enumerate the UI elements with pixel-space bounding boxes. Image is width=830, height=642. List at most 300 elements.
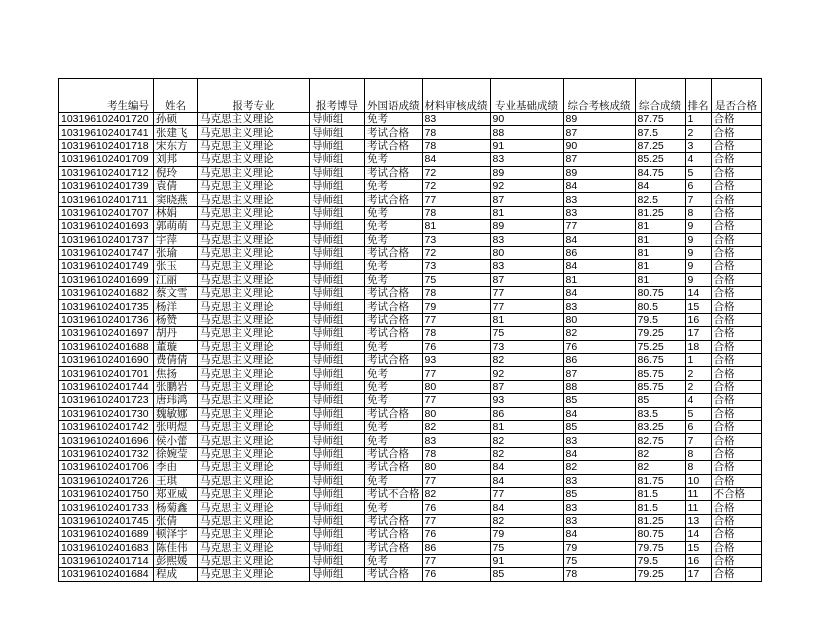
cell-comprehensive: 84 bbox=[563, 407, 635, 420]
table-row bbox=[59, 340, 762, 353]
cell-language: 免考 bbox=[365, 380, 423, 393]
cell-qualified: 合格 bbox=[711, 474, 761, 487]
cell-rank: 7 bbox=[685, 193, 711, 206]
cell-total: 81 bbox=[635, 220, 685, 233]
cell-material: 78 bbox=[422, 287, 490, 300]
cell-qualified: 合格 bbox=[711, 447, 761, 460]
cell-major: 马克思主义理论 bbox=[198, 273, 310, 286]
cell-rank: 15 bbox=[685, 300, 711, 313]
cell-comprehensive: 79 bbox=[563, 541, 635, 554]
cell-supervisor: 导师组 bbox=[310, 554, 365, 567]
cell-major: 马克思主义理论 bbox=[198, 420, 310, 433]
cell-language: 考试合格 bbox=[365, 193, 423, 206]
cell-basic: 82 bbox=[490, 354, 563, 367]
cell-comprehensive: 84 bbox=[563, 287, 635, 300]
cell-comprehensive: 89 bbox=[563, 113, 635, 126]
cell-exam-id: 103196102401690 bbox=[59, 354, 154, 367]
cell-major: 马克思主义理论 bbox=[198, 206, 310, 219]
cell-material: 82 bbox=[422, 487, 490, 500]
cell-major: 马克思主义理论 bbox=[198, 407, 310, 420]
cell-language: 免考 bbox=[365, 501, 423, 514]
cell-exam-id: 103196102401682 bbox=[59, 287, 154, 300]
cell-comprehensive: 87 bbox=[563, 153, 635, 166]
cell-supervisor: 导师组 bbox=[310, 273, 365, 286]
cell-language: 考试合格 bbox=[365, 541, 423, 554]
header-cell: 排名 bbox=[685, 79, 711, 113]
cell-basic: 73 bbox=[490, 340, 563, 353]
cell-material: 76 bbox=[422, 340, 490, 353]
cell-comprehensive: 83 bbox=[563, 206, 635, 219]
cell-supervisor: 导师组 bbox=[310, 193, 365, 206]
cell-major: 马克思主义理论 bbox=[198, 139, 310, 152]
cell-rank: 9 bbox=[685, 246, 711, 259]
cell-basic: 85 bbox=[490, 568, 563, 581]
cell-supervisor: 导师组 bbox=[310, 407, 365, 420]
cell-supervisor: 导师组 bbox=[310, 461, 365, 474]
cell-supervisor: 导师组 bbox=[310, 233, 365, 246]
cell-material: 80 bbox=[422, 407, 490, 420]
cell-supervisor: 导师组 bbox=[310, 113, 365, 126]
table-row bbox=[59, 447, 762, 460]
cell-exam-id: 103196102401706 bbox=[59, 461, 154, 474]
cell-language: 免考 bbox=[365, 220, 423, 233]
cell-major: 马克思主义理论 bbox=[198, 287, 310, 300]
cell-language: 免考 bbox=[365, 340, 423, 353]
cell-total: 87.5 bbox=[635, 126, 685, 139]
header-cell: 姓名 bbox=[154, 79, 198, 113]
cell-basic: 84 bbox=[490, 461, 563, 474]
cell-name: 张建飞 bbox=[154, 126, 198, 139]
cell-rank: 5 bbox=[685, 407, 711, 420]
cell-supervisor: 导师组 bbox=[310, 474, 365, 487]
cell-supervisor: 导师组 bbox=[310, 354, 365, 367]
cell-total: 81 bbox=[635, 273, 685, 286]
cell-language: 考试合格 bbox=[365, 461, 423, 474]
cell-comprehensive: 83 bbox=[563, 501, 635, 514]
cell-language: 考试合格 bbox=[365, 313, 423, 326]
cell-major: 马克思主义理论 bbox=[198, 340, 310, 353]
cell-major: 马克思主义理论 bbox=[198, 568, 310, 581]
table-row bbox=[59, 153, 762, 166]
cell-language: 考试合格 bbox=[365, 287, 423, 300]
cell-comprehensive: 83 bbox=[563, 474, 635, 487]
header-cell: 专业基础成绩 bbox=[490, 79, 563, 113]
cell-basic: 88 bbox=[490, 126, 563, 139]
cell-material: 77 bbox=[422, 514, 490, 527]
table-row bbox=[59, 354, 762, 367]
cell-material: 77 bbox=[422, 313, 490, 326]
cell-comprehensive: 83 bbox=[563, 434, 635, 447]
cell-supervisor: 导师组 bbox=[310, 179, 365, 192]
cell-language: 免考 bbox=[365, 554, 423, 567]
cell-rank: 2 bbox=[685, 380, 711, 393]
cell-language: 考试不合格 bbox=[365, 487, 423, 500]
cell-basic: 84 bbox=[490, 474, 563, 487]
cell-material: 93 bbox=[422, 354, 490, 367]
table-row bbox=[59, 233, 762, 246]
cell-name: 王琪 bbox=[154, 474, 198, 487]
table-row bbox=[59, 434, 762, 447]
cell-basic: 77 bbox=[490, 287, 563, 300]
cell-comprehensive: 85 bbox=[563, 394, 635, 407]
cell-basic: 84 bbox=[490, 501, 563, 514]
cell-material: 82 bbox=[422, 420, 490, 433]
cell-qualified: 合格 bbox=[711, 327, 761, 340]
cell-language: 免考 bbox=[365, 434, 423, 447]
cell-basic: 89 bbox=[490, 166, 563, 179]
cell-material: 77 bbox=[422, 474, 490, 487]
cell-comprehensive: 82 bbox=[563, 327, 635, 340]
cell-rank: 8 bbox=[685, 206, 711, 219]
table-row bbox=[59, 541, 762, 554]
cell-qualified: 合格 bbox=[711, 554, 761, 567]
cell-qualified: 合格 bbox=[711, 220, 761, 233]
cell-name: 张倩 bbox=[154, 514, 198, 527]
cell-comprehensive: 80 bbox=[563, 313, 635, 326]
cell-material: 78 bbox=[422, 139, 490, 152]
cell-rank: 1 bbox=[685, 113, 711, 126]
cell-name: 袁倩 bbox=[154, 179, 198, 192]
cell-rank: 4 bbox=[685, 153, 711, 166]
cell-exam-id: 103196102401688 bbox=[59, 340, 154, 353]
cell-language: 免考 bbox=[365, 394, 423, 407]
cell-exam-id: 103196102401718 bbox=[59, 139, 154, 152]
cell-comprehensive: 84 bbox=[563, 447, 635, 460]
cell-rank: 8 bbox=[685, 447, 711, 460]
cell-material: 83 bbox=[422, 434, 490, 447]
cell-major: 马克思主义理论 bbox=[198, 300, 310, 313]
cell-basic: 79 bbox=[490, 528, 563, 541]
cell-exam-id: 103196102401735 bbox=[59, 300, 154, 313]
cell-rank: 6 bbox=[685, 420, 711, 433]
cell-exam-id: 103196102401723 bbox=[59, 394, 154, 407]
cell-total: 83.5 bbox=[635, 407, 685, 420]
cell-material: 75 bbox=[422, 273, 490, 286]
cell-material: 76 bbox=[422, 501, 490, 514]
cell-name: 张瑜 bbox=[154, 246, 198, 259]
cell-comprehensive: 75 bbox=[563, 554, 635, 567]
cell-total: 82 bbox=[635, 447, 685, 460]
cell-comprehensive: 78 bbox=[563, 568, 635, 581]
table-row bbox=[59, 514, 762, 527]
cell-rank: 13 bbox=[685, 514, 711, 527]
cell-comprehensive: 83 bbox=[563, 193, 635, 206]
cell-rank: 14 bbox=[685, 287, 711, 300]
cell-comprehensive: 84 bbox=[563, 260, 635, 273]
cell-total: 81.25 bbox=[635, 514, 685, 527]
cell-exam-id: 103196102401707 bbox=[59, 206, 154, 219]
cell-language: 免考 bbox=[365, 474, 423, 487]
cell-qualified: 合格 bbox=[711, 407, 761, 420]
cell-name: 宇萍 bbox=[154, 233, 198, 246]
cell-name: 郭萌萌 bbox=[154, 220, 198, 233]
cell-qualified: 合格 bbox=[711, 166, 761, 179]
cell-total: 83.25 bbox=[635, 420, 685, 433]
cell-comprehensive: 81 bbox=[563, 273, 635, 286]
cell-total: 81.5 bbox=[635, 487, 685, 500]
cell-language: 考试合格 bbox=[365, 447, 423, 460]
cell-name: 江丽 bbox=[154, 273, 198, 286]
table-row bbox=[59, 394, 762, 407]
cell-comprehensive: 77 bbox=[563, 220, 635, 233]
cell-supervisor: 导师组 bbox=[310, 260, 365, 273]
cell-material: 73 bbox=[422, 233, 490, 246]
cell-supervisor: 导师组 bbox=[310, 380, 365, 393]
cell-exam-id: 103196102401742 bbox=[59, 420, 154, 433]
cell-exam-id: 103196102401720 bbox=[59, 113, 154, 126]
cell-comprehensive: 85 bbox=[563, 420, 635, 433]
cell-exam-id: 103196102401696 bbox=[59, 434, 154, 447]
cell-qualified: 合格 bbox=[711, 528, 761, 541]
cell-total: 84.75 bbox=[635, 166, 685, 179]
cell-name: 张明煜 bbox=[154, 420, 198, 433]
cell-rank: 2 bbox=[685, 126, 711, 139]
cell-qualified: 合格 bbox=[711, 300, 761, 313]
cell-material: 77 bbox=[422, 554, 490, 567]
table-row bbox=[59, 528, 762, 541]
cell-major: 马克思主义理论 bbox=[198, 220, 310, 233]
cell-major: 马克思主义理论 bbox=[198, 126, 310, 139]
cell-supervisor: 导师组 bbox=[310, 394, 365, 407]
cell-qualified: 合格 bbox=[711, 568, 761, 581]
cell-qualified: 合格 bbox=[711, 340, 761, 353]
cell-rank: 16 bbox=[685, 554, 711, 567]
cell-total: 80.75 bbox=[635, 287, 685, 300]
cell-material: 76 bbox=[422, 568, 490, 581]
cell-material: 72 bbox=[422, 179, 490, 192]
cell-basic: 91 bbox=[490, 139, 563, 152]
cell-total: 81.75 bbox=[635, 474, 685, 487]
cell-qualified: 合格 bbox=[711, 233, 761, 246]
cell-qualified: 合格 bbox=[711, 260, 761, 273]
cell-exam-id: 103196102401693 bbox=[59, 220, 154, 233]
cell-exam-id: 103196102401709 bbox=[59, 153, 154, 166]
cell-basic: 87 bbox=[490, 380, 563, 393]
cell-language: 考试合格 bbox=[365, 407, 423, 420]
cell-material: 80 bbox=[422, 461, 490, 474]
cell-basic: 75 bbox=[490, 327, 563, 340]
cell-supervisor: 导师组 bbox=[310, 447, 365, 460]
cell-supervisor: 导师组 bbox=[310, 313, 365, 326]
cell-name: 侯小蕾 bbox=[154, 434, 198, 447]
cell-major: 马克思主义理论 bbox=[198, 153, 310, 166]
cell-name: 宋东方 bbox=[154, 139, 198, 152]
cell-material: 79 bbox=[422, 300, 490, 313]
cell-comprehensive: 84 bbox=[563, 233, 635, 246]
cell-exam-id: 103196102401701 bbox=[59, 367, 154, 380]
cell-material: 77 bbox=[422, 367, 490, 380]
cell-comprehensive: 87 bbox=[563, 126, 635, 139]
cell-qualified: 合格 bbox=[711, 380, 761, 393]
cell-exam-id: 103196102401684 bbox=[59, 568, 154, 581]
cell-exam-id: 103196102401733 bbox=[59, 501, 154, 514]
cell-total: 85 bbox=[635, 394, 685, 407]
header-cell: 综合成绩 bbox=[635, 79, 685, 113]
cell-rank: 8 bbox=[685, 461, 711, 474]
cell-name: 费倩倩 bbox=[154, 354, 198, 367]
cell-comprehensive: 83 bbox=[563, 300, 635, 313]
cell-supervisor: 导师组 bbox=[310, 501, 365, 514]
cell-total: 79.25 bbox=[635, 568, 685, 581]
cell-basic: 86 bbox=[490, 407, 563, 420]
cell-total: 79.75 bbox=[635, 541, 685, 554]
cell-major: 马克思主义理论 bbox=[198, 313, 310, 326]
cell-major: 马克思主义理论 bbox=[198, 514, 310, 527]
cell-language: 考试合格 bbox=[365, 528, 423, 541]
cell-supervisor: 导师组 bbox=[310, 487, 365, 500]
cell-exam-id: 103196102401749 bbox=[59, 260, 154, 273]
cell-qualified: 合格 bbox=[711, 514, 761, 527]
cell-language: 考试合格 bbox=[365, 139, 423, 152]
cell-basic: 83 bbox=[490, 260, 563, 273]
cell-qualified: 合格 bbox=[711, 246, 761, 259]
cell-qualified: 合格 bbox=[711, 501, 761, 514]
cell-major: 马克思主义理论 bbox=[198, 554, 310, 567]
cell-total: 81.5 bbox=[635, 501, 685, 514]
header-cell: 材料审核成绩 bbox=[422, 79, 490, 113]
cell-major: 马克思主义理论 bbox=[198, 487, 310, 500]
cell-exam-id: 103196102401741 bbox=[59, 126, 154, 139]
cell-language: 考试合格 bbox=[365, 514, 423, 527]
cell-rank: 14 bbox=[685, 528, 711, 541]
cell-qualified: 合格 bbox=[711, 287, 761, 300]
cell-supervisor: 导师组 bbox=[310, 528, 365, 541]
cell-major: 马克思主义理论 bbox=[198, 367, 310, 380]
cell-material: 80 bbox=[422, 380, 490, 393]
cell-total: 85.75 bbox=[635, 367, 685, 380]
cell-supervisor: 导师组 bbox=[310, 367, 365, 380]
table-row bbox=[59, 273, 762, 286]
cell-material: 76 bbox=[422, 528, 490, 541]
cell-name: 徐婉莹 bbox=[154, 447, 198, 460]
cell-basic: 91 bbox=[490, 554, 563, 567]
cell-exam-id: 103196102401736 bbox=[59, 313, 154, 326]
cell-major: 马克思主义理论 bbox=[198, 434, 310, 447]
cell-comprehensive: 76 bbox=[563, 340, 635, 353]
cell-exam-id: 103196102401745 bbox=[59, 514, 154, 527]
cell-comprehensive: 86 bbox=[563, 354, 635, 367]
cell-name: 李由 bbox=[154, 461, 198, 474]
cell-major: 马克思主义理论 bbox=[198, 327, 310, 340]
cell-basic: 83 bbox=[490, 233, 563, 246]
header-row bbox=[59, 79, 762, 113]
cell-major: 马克思主义理论 bbox=[198, 461, 310, 474]
table-row bbox=[59, 206, 762, 219]
cell-comprehensive: 89 bbox=[563, 166, 635, 179]
cell-language: 免考 bbox=[365, 367, 423, 380]
cell-exam-id: 103196102401689 bbox=[59, 528, 154, 541]
cell-total: 82 bbox=[635, 461, 685, 474]
cell-name: 张玉 bbox=[154, 260, 198, 273]
cell-material: 86 bbox=[422, 541, 490, 554]
cell-comprehensive: 88 bbox=[563, 380, 635, 393]
cell-name: 孙硕 bbox=[154, 113, 198, 126]
cell-basic: 82 bbox=[490, 514, 563, 527]
cell-total: 82.75 bbox=[635, 434, 685, 447]
cell-basic: 81 bbox=[490, 313, 563, 326]
cell-material: 78 bbox=[422, 327, 490, 340]
table-row bbox=[59, 287, 762, 300]
table-row bbox=[59, 166, 762, 179]
cell-exam-id: 103196102401744 bbox=[59, 380, 154, 393]
cell-rank: 7 bbox=[685, 434, 711, 447]
cell-total: 80.75 bbox=[635, 528, 685, 541]
cell-language: 免考 bbox=[365, 179, 423, 192]
cell-exam-id: 103196102401712 bbox=[59, 166, 154, 179]
cell-rank: 16 bbox=[685, 313, 711, 326]
header-cell: 报考专业 bbox=[198, 79, 310, 113]
table-row bbox=[59, 501, 762, 514]
cell-supervisor: 导师组 bbox=[310, 166, 365, 179]
cell-name: 陈佳伟 bbox=[154, 541, 198, 554]
cell-qualified: 合格 bbox=[711, 273, 761, 286]
table-row bbox=[59, 461, 762, 474]
cell-basic: 81 bbox=[490, 420, 563, 433]
cell-exam-id: 103196102401732 bbox=[59, 447, 154, 460]
cell-qualified: 合格 bbox=[711, 367, 761, 380]
cell-basic: 87 bbox=[490, 193, 563, 206]
cell-supervisor: 导师组 bbox=[310, 514, 365, 527]
table-row bbox=[59, 474, 762, 487]
cell-material: 81 bbox=[422, 220, 490, 233]
cell-exam-id: 103196102401747 bbox=[59, 246, 154, 259]
cell-material: 78 bbox=[422, 447, 490, 460]
cell-name: 杨菊鑫 bbox=[154, 501, 198, 514]
cell-material: 83 bbox=[422, 113, 490, 126]
cell-major: 马克思主义理论 bbox=[198, 528, 310, 541]
cell-qualified: 合格 bbox=[711, 153, 761, 166]
cell-name: 顿泽宇 bbox=[154, 528, 198, 541]
cell-major: 马克思主义理论 bbox=[198, 260, 310, 273]
cell-total: 86.75 bbox=[635, 354, 685, 367]
table-body bbox=[59, 113, 762, 582]
table-row bbox=[59, 139, 762, 152]
cell-basic: 90 bbox=[490, 113, 563, 126]
cell-comprehensive: 86 bbox=[563, 246, 635, 259]
cell-basic: 93 bbox=[490, 394, 563, 407]
cell-name: 唐玮鸿 bbox=[154, 394, 198, 407]
cell-qualified: 合格 bbox=[711, 179, 761, 192]
cell-rank: 17 bbox=[685, 327, 711, 340]
cell-exam-id: 103196102401711 bbox=[59, 193, 154, 206]
cell-language: 考试合格 bbox=[365, 246, 423, 259]
cell-language: 免考 bbox=[365, 206, 423, 219]
cell-supervisor: 导师组 bbox=[310, 300, 365, 313]
table-row bbox=[59, 568, 762, 581]
cell-qualified: 合格 bbox=[711, 126, 761, 139]
cell-material: 73 bbox=[422, 260, 490, 273]
cell-major: 马克思主义理论 bbox=[198, 233, 310, 246]
cell-rank: 10 bbox=[685, 474, 711, 487]
cell-exam-id: 103196102401726 bbox=[59, 474, 154, 487]
cell-material: 72 bbox=[422, 166, 490, 179]
header-cell: 综合考核成绩 bbox=[563, 79, 635, 113]
cell-total: 81 bbox=[635, 260, 685, 273]
cell-major: 马克思主义理论 bbox=[198, 193, 310, 206]
cell-supervisor: 导师组 bbox=[310, 541, 365, 554]
cell-major: 马克思主义理论 bbox=[198, 354, 310, 367]
cell-language: 考试合格 bbox=[365, 126, 423, 139]
cell-material: 77 bbox=[422, 193, 490, 206]
cell-qualified: 合格 bbox=[711, 193, 761, 206]
table-row bbox=[59, 313, 762, 326]
header-cell: 是否合格 bbox=[711, 79, 761, 113]
table-row bbox=[59, 260, 762, 273]
cell-name: 蔡文雪 bbox=[154, 287, 198, 300]
cell-language: 考试合格 bbox=[365, 354, 423, 367]
cell-basic: 75 bbox=[490, 541, 563, 554]
cell-qualified: 合格 bbox=[711, 420, 761, 433]
